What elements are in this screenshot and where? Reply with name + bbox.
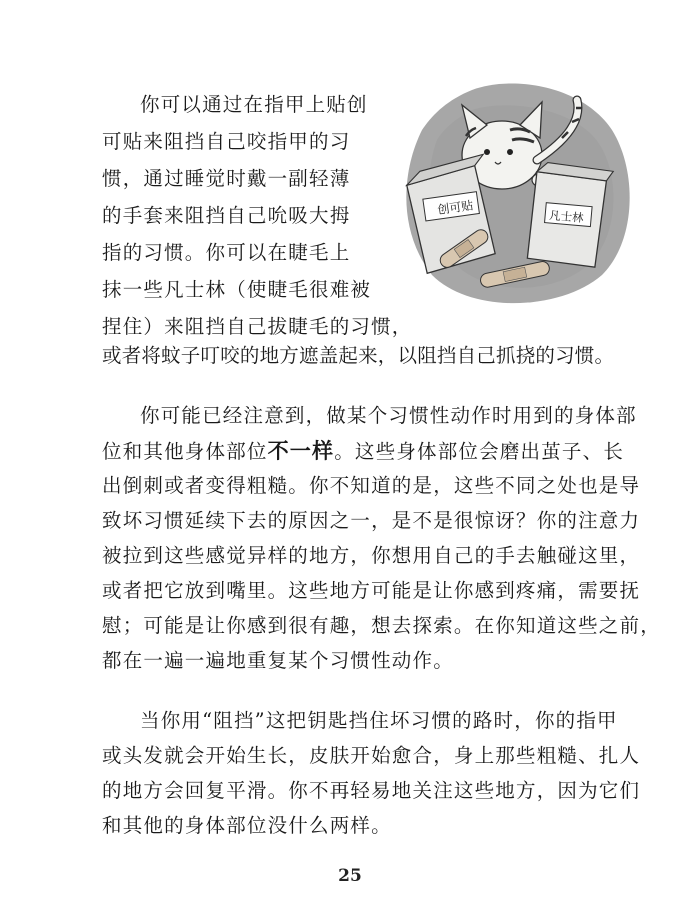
text-line: 慰；可能是让你感到很有趣，想去探索。在你知道这些之前， [102, 614, 661, 637]
text-line: 抹一些凡士林（使睫毛很难被 [102, 278, 372, 301]
text-line: 或者把它放到嘴里。这些地方可能是让你感到疼痛，需要抚 [102, 579, 641, 602]
text-line: 或头发就会开始生长，皮肤开始愈合，身上那些粗糙、扎人 [102, 744, 641, 767]
text-line [102, 438, 624, 465]
text-line: 和其他的身体部位没什么两样。 [102, 814, 392, 837]
text-line: 当你用“阻挡”这把钥匙挡住坏习惯的路时，你的指甲 [140, 709, 618, 732]
text-line: 的地方会回复平滑。你不再轻易地关注这些地方，因为它们 [102, 779, 641, 802]
emphasis-text: 不一样 [267, 439, 335, 463]
text-line: 你可以通过在指甲上贴创 [140, 93, 368, 116]
text-line: 的手套来阻挡自己吮吸大拇 [102, 204, 351, 227]
text-segment: 。这些身体部位会磨出茧子、长 [334, 440, 625, 463]
text-line: 指的习惯。你可以在睫毛上 [102, 241, 351, 264]
cat-with-boxes-illustration [392, 60, 632, 310]
text-line: 出倒刺或者变得粗糙。你不知道的是，这些不同之处也是导 [102, 474, 641, 497]
box-label-bandage: 创可贴 [436, 198, 475, 218]
text-segment: 位和其他身体部位 [102, 440, 268, 463]
text-line: 捏住）来阻挡自己拔睫毛的习惯， [102, 315, 413, 338]
text-line: 致坏习惯延续下去的原因之一，是不是很惊讶？你的注意力 [102, 509, 641, 532]
text-line: 或者将蚊子叮咬的地方遮盖起来，以阻挡自己抓挠的习惯。 [102, 344, 615, 367]
text-line: 惯，通过睡觉时戴一副轻薄 [102, 167, 351, 190]
text-line: 被拉到这些感觉异样的地方，你想用自己的手去触碰这里， [102, 544, 641, 567]
text-line: 你可能已经注意到，做某个习惯性动作时用到的身体部 [140, 404, 637, 427]
page-number: 25 [338, 866, 362, 886]
text-line: 可贴来阻挡自己咬指甲的习 [102, 130, 351, 153]
text-line: 都在一遍一遍地重复某个习惯性动作。 [102, 649, 454, 672]
box-label-vaseline: 凡士林 [548, 207, 585, 225]
